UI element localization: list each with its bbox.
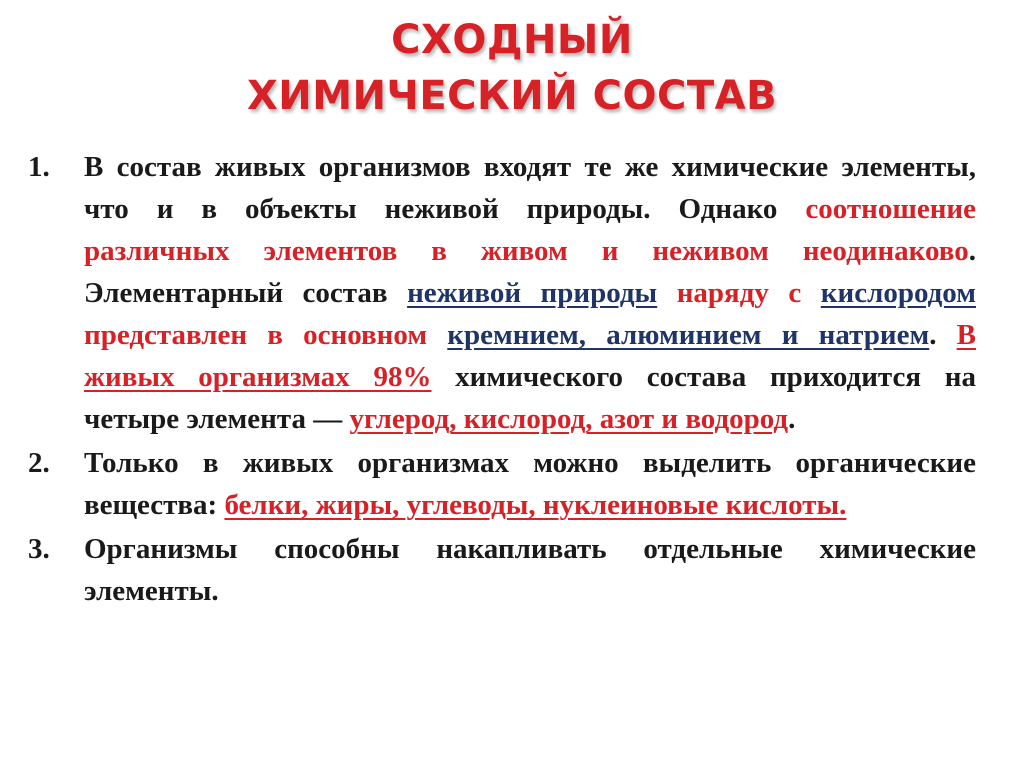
item-1-along-with: наряду с: [676, 277, 802, 309]
item-1-living-98-percent: В живых организмах 98%: [84, 319, 976, 393]
space: [801, 277, 821, 309]
facts-list: [28, 146, 976, 614]
item-2-organic-substances: белки, жиры, углеводы, нуклеиновые кислоты.: [224, 489, 847, 521]
slide-title-line-2: ХИМИЧЕСКИЙ СОСТАВ: [246, 73, 778, 119]
item-1-four-elements: углерод, кислород, азот и водород: [349, 403, 789, 435]
list-item-3: [28, 528, 976, 612]
item-1-period: .: [929, 319, 957, 351]
item-1-silicon-aluminum-sodium: кремнием, алюминием и натрием: [447, 319, 930, 351]
list-item-number: 2.: [28, 447, 50, 479]
item-1-represented-mainly: представлен в основном: [84, 319, 428, 351]
item-1-end: .: [788, 403, 796, 435]
list-item-2: [28, 442, 976, 526]
slide-title-line-1: СХОДНЫЙ: [391, 17, 633, 63]
item-2-text: Только в живых организмах можно выделить органические вещества:: [84, 447, 976, 521]
item-1-text-3: химического состава приходится на четыре элемента —: [84, 361, 976, 435]
item-1-text: В состав живых организмов входят те же химические элементы, что и в объекты неживой природы. Однако: [84, 151, 976, 225]
list-item-1: [28, 146, 976, 440]
space: [427, 319, 447, 351]
item-1-nonliving-nature: неживой природы: [407, 277, 658, 309]
item-1-oxygen: кислородом: [820, 277, 977, 309]
list-item-number: 3.: [28, 533, 50, 565]
item-1-ratio-highlight: соотношение различных элементов в живом и неживом неодинаково: [84, 193, 976, 267]
item-1-text-2: . Элементарный состав: [84, 235, 976, 309]
space: [657, 277, 677, 309]
list-item-number: 1.: [28, 151, 50, 183]
item-3-text: Организмы способны накапливать отдельные химические элементы.: [84, 533, 976, 607]
